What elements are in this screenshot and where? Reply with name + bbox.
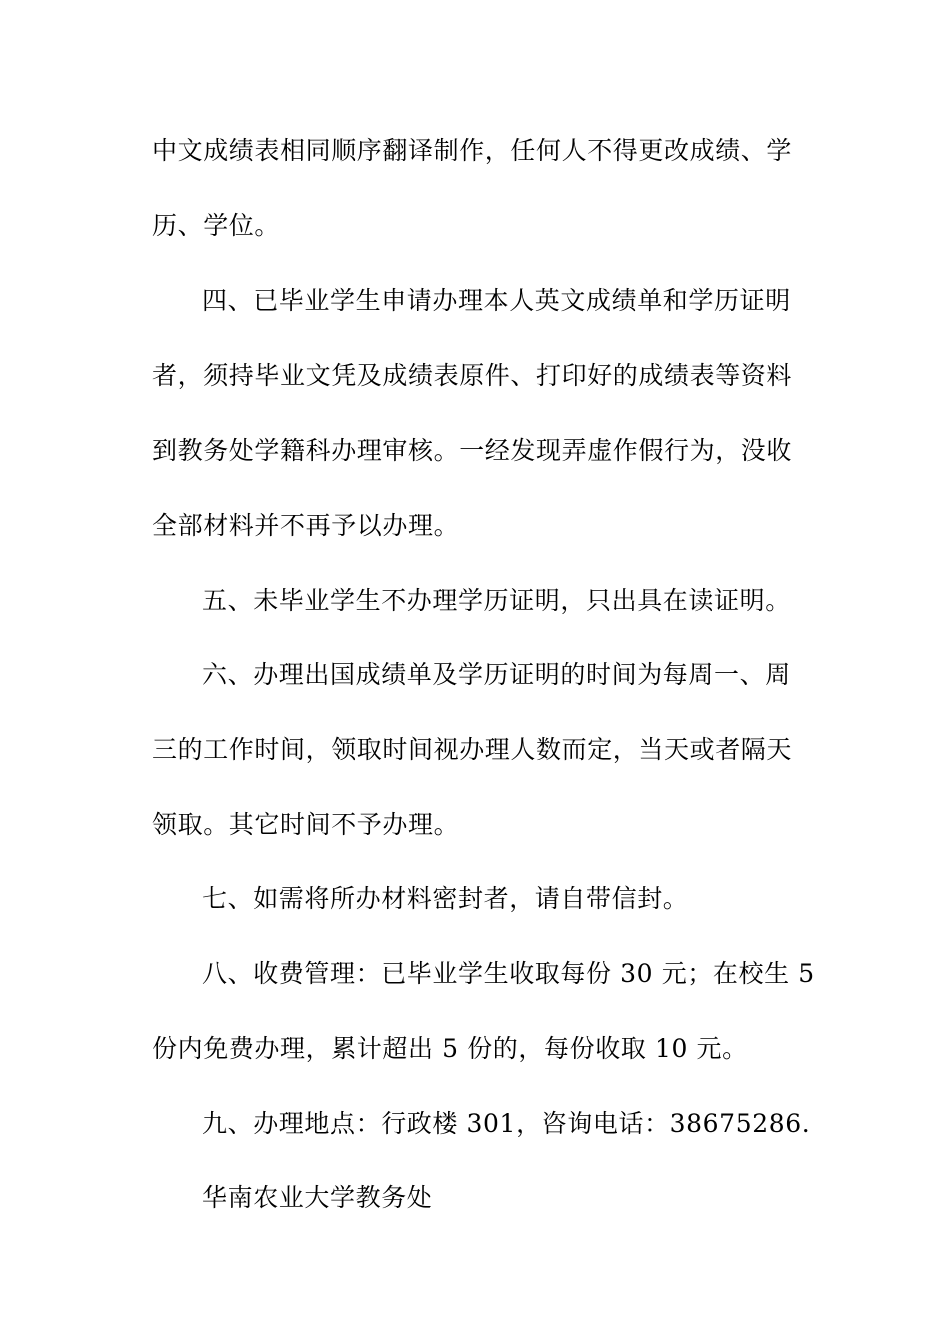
text-line: 领取。其它时间不予办理。 [152, 810, 460, 839]
signature-org: 华南农业大学教务处 [202, 1183, 433, 1212]
paragraph-item-6: 六、办理出国成绩单及学历证明的时间为每周一、周 [202, 660, 791, 689]
text-line: 到教务处学籍科办理审核。一经发现弄虚作假行为，没收 [152, 436, 793, 465]
text-line: 中文成绩表相同顺序翻译制作，任何人不得更改成绩、学 [152, 136, 793, 165]
text-line: 历、学位。 [152, 211, 281, 240]
paragraph-item-4: 四、已毕业学生申请办理本人英文成绩单和学历证明 [202, 286, 791, 315]
text-line: 份内免费办理，累计超出 5 份的，每份收取 10 元。 [152, 1034, 748, 1063]
text-line: 全部材料并不再予以办理。 [152, 511, 460, 540]
paragraph-item-8: 八、收费管理：已毕业学生收取每份 30 元；在校生 5 [202, 959, 815, 988]
text-line: 三的工作时间，领取时间视办理人数而定，当天或者隔天 [152, 735, 793, 764]
paragraph-item-5: 五、未毕业学生不办理学历证明，只出具在读证明。 [202, 586, 791, 615]
paragraph-item-9: 九、办理地点：行政楼 301，咨询电话：38675286. [202, 1109, 811, 1138]
paragraph-item-7: 七、如需将所办材料密封者，请自带信封。 [202, 884, 689, 913]
text-line: 者，须持毕业文凭及成绩表原件、打印好的成绩表等资料 [152, 361, 793, 390]
